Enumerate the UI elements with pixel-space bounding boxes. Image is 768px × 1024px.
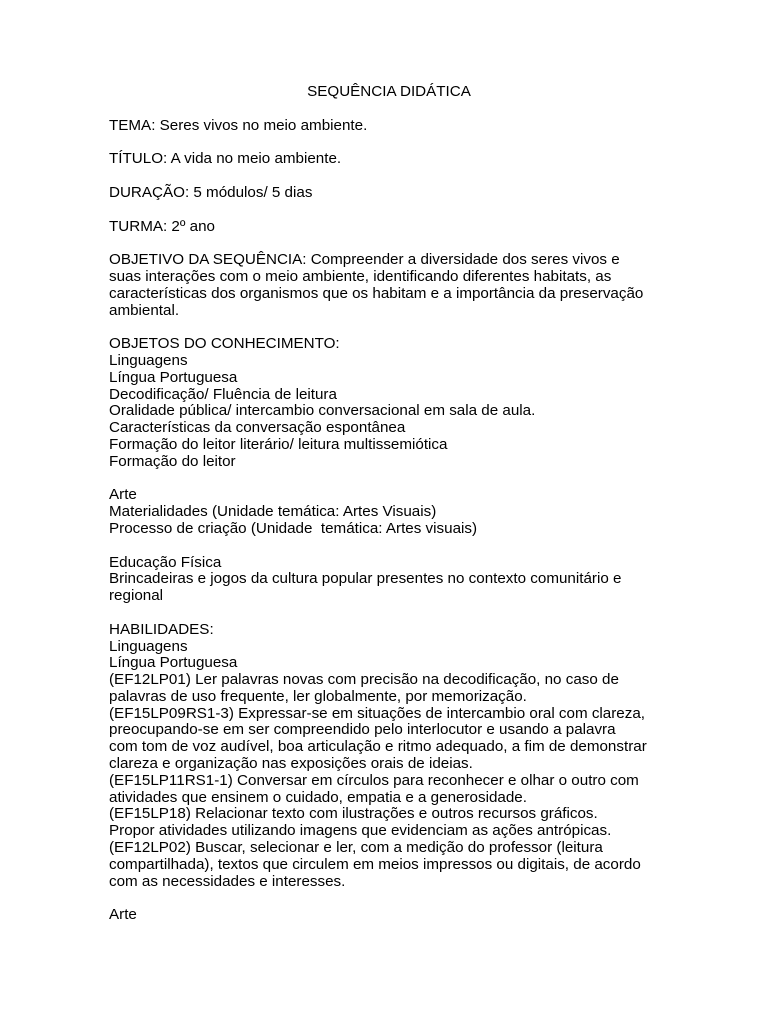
objetos-item: Oralidade pública/ intercambio conversacional em sala de aula. bbox=[109, 402, 536, 420]
duracao-line: DURAÇÃO: 5 módulos/ 5 dias bbox=[109, 183, 313, 201]
objetivo-line: suas interações com o meio ambiente, identificando diferentes habitats, as bbox=[109, 267, 612, 285]
habilidades-line: palavras de uso frequente, ler globalmente, por memorização. bbox=[109, 687, 527, 705]
objetivo-line: características dos organismos que os habitam e a importância da preservação bbox=[109, 284, 644, 302]
habilidades-line: preocupando-se em ser compreendido pelo interlocutor e usando a palavra bbox=[109, 721, 616, 739]
objetos-item: Materialidades (Unidade temática: Artes Visuais) bbox=[109, 503, 437, 521]
objetos-item: Linguagens bbox=[109, 351, 188, 369]
objetos-item: Processo de criação (Unidade temática: Artes visuais) bbox=[109, 519, 478, 537]
habilidades-line: (EF15LP11RS1-1) Conversar em círculos para reconhecer e olhar o outro com bbox=[109, 771, 639, 789]
habilidades-line: (EF15LP18) Relacionar texto com ilustrações e outros recursos gráficos. bbox=[109, 805, 598, 823]
tema-line: TEMA: Seres vivos no meio ambiente. bbox=[109, 116, 368, 134]
habilidades-line: Propor atividades utilizando imagens que evidenciam as ações antrópicas. bbox=[109, 822, 612, 840]
habilidades-line: (EF12LP02) Buscar, selecionar e ler, com a medição do professor (leitura bbox=[109, 839, 603, 857]
objetos-item: Língua Portuguesa bbox=[109, 368, 238, 386]
habilidades-line: Língua Portuguesa bbox=[109, 654, 238, 672]
objetos-item: Brincadeiras e jogos da cultura popular presentes no contexto comunitário e bbox=[109, 570, 622, 588]
habilidades-line: (EF15LP09RS1-3) Expressar-se em situações de intercambio oral com clareza, bbox=[109, 704, 646, 722]
objetos-item: Decodificação/ Fluência de leitura bbox=[109, 385, 337, 403]
habilidades-heading: HABILIDADES: bbox=[109, 620, 214, 638]
habilidades-line: atividades que ensinem o cuidado, empatia e a generosidade. bbox=[109, 788, 527, 806]
objetos-linguagens-section bbox=[109, 336, 669, 470]
document-title bbox=[109, 84, 669, 101]
objetos-item: Educação Física bbox=[109, 553, 222, 571]
objetos-item: regional bbox=[109, 587, 164, 605]
habilidades-section bbox=[109, 622, 669, 891]
objetos-item: Arte bbox=[109, 486, 137, 504]
document-body bbox=[109, 84, 669, 941]
objetos-item: Formação do leitor literário/ leitura multissemiótica bbox=[109, 435, 448, 453]
habilidades-line: (EF12LP01) Ler palavras novas com precisão na decodificação, no caso de bbox=[109, 671, 619, 689]
habilidades-line: clareza e organização nas exposições orais de ideias. bbox=[109, 755, 473, 773]
titulo-line: TÍTULO: A vida no meio ambiente. bbox=[109, 150, 342, 168]
objetos-heading: OBJETOS DO CONHECIMENTO: bbox=[109, 335, 340, 353]
objetivo-paragraph bbox=[109, 252, 669, 319]
habilidades-line: com as necessidades e interesses. bbox=[109, 872, 346, 890]
habilidades-line: compartilhada), textos que circulem em meios impressos ou digitais, de acordo bbox=[109, 855, 641, 873]
objetos-educacao-fisica-section bbox=[109, 555, 669, 605]
objetos-arte-section bbox=[109, 487, 669, 537]
objetivo-line: ambiental. bbox=[109, 301, 180, 319]
habilidades-arte-heading: Arte bbox=[109, 906, 137, 924]
document-title-text: SEQUÊNCIA DIDÁTICA bbox=[307, 83, 471, 100]
turma-line: TURMA: 2º ano bbox=[109, 217, 215, 235]
habilidades-line: com tom de voz audível, boa articulação e ritmo adequado, a fim de demonstrar bbox=[109, 738, 647, 756]
objetos-item: Formação do leitor bbox=[109, 452, 236, 470]
objetos-item: Características da conversação espontânea bbox=[109, 419, 406, 437]
habilidades-line: Linguagens bbox=[109, 637, 188, 655]
objetivo-line: OBJETIVO DA SEQUÊNCIA: Compreender a diversidade dos seres vivos e bbox=[109, 251, 620, 269]
